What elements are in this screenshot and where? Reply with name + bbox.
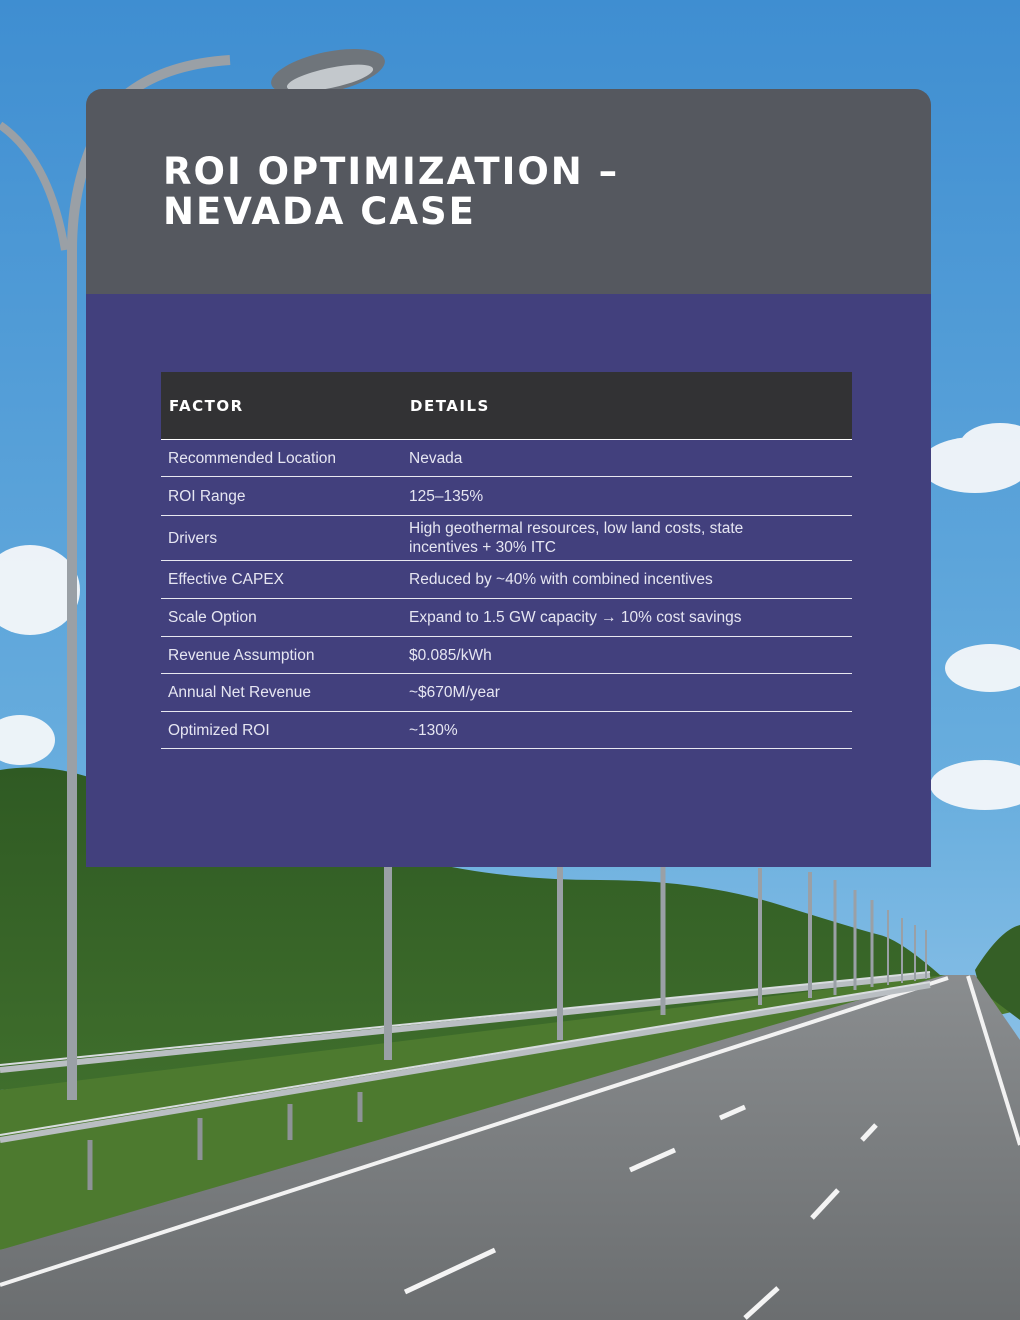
column-header-details: DETAILS (402, 372, 852, 440)
factor-cell: Revenue Assumption (161, 637, 402, 674)
factor-cell: Drivers (161, 516, 402, 561)
content-card (86, 294, 931, 867)
factor-cell: Effective CAPEX (161, 561, 402, 599)
factor-cell: Annual Net Revenue (161, 674, 402, 712)
factor-cell: Optimized ROI (161, 712, 402, 749)
details-cell: 125–135% (402, 477, 852, 516)
details-cell: ~$670M/year (402, 674, 852, 712)
details-cell: $0.085/kWh (402, 637, 852, 674)
roi-factor-table (161, 372, 852, 749)
details-cell: Expand to 1.5 GW capacity → 10% cost savings (402, 599, 852, 637)
details-cell: ~130% (402, 712, 852, 749)
column-header-factor: FACTOR (161, 372, 402, 440)
table-row (161, 674, 852, 712)
details-cell: Nevada (402, 440, 852, 477)
title-card (86, 89, 931, 294)
table-row (161, 477, 852, 516)
details-cell: High geothermal resources, low land costs, state incentives + 30% ITC (402, 516, 852, 561)
factor-cell: Scale Option (161, 599, 402, 637)
table-row (161, 712, 852, 749)
table-row (161, 516, 852, 561)
table-row (161, 637, 852, 674)
table-header-row (161, 372, 852, 440)
table-row (161, 440, 852, 477)
table-row (161, 561, 852, 599)
table-row (161, 599, 852, 637)
factor-cell: ROI Range (161, 477, 402, 516)
factor-cell: Recommended Location (161, 440, 402, 477)
details-cell: Reduced by ~40% with combined incentives (402, 561, 852, 599)
page-title: ROI OPTIMIZATION – NEVADA CASE (163, 150, 620, 233)
